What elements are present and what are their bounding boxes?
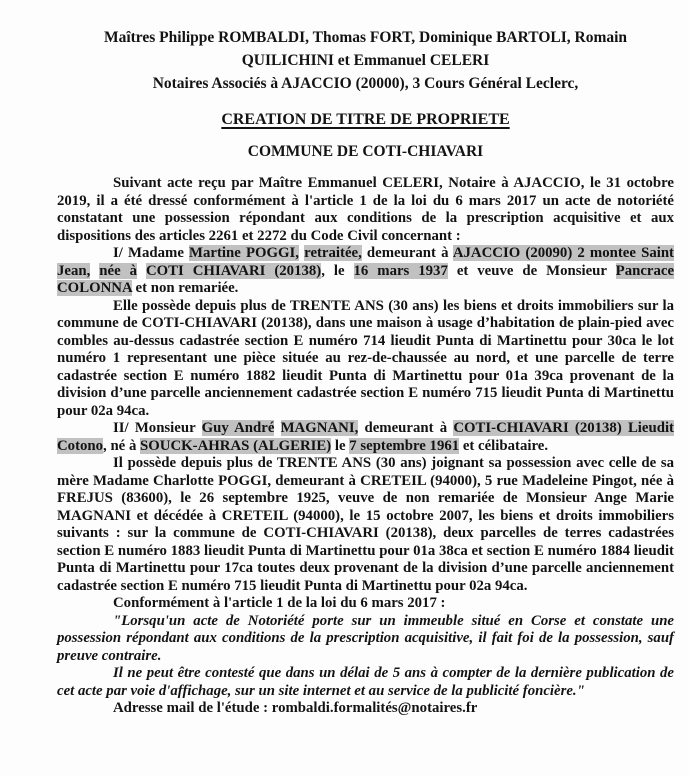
- text-segment: Il possède depuis plus de TRENTE ANS (30 ans) joignant sa possession avec celle de sa mère Madame Charlotte POGGI, demeurant à CRETEIL (94000), 5 rue Madeleine Pingot, née à FREJUS (83600), le 26 septembre 1925, veuve de non remariée de Monsieur Ange Marie MAGNANI et décédée à CRETEIL (94000), le 15 octobre 2007, les biens et droits immobiliers suivants : sur la commune de COTI-CHIAVARI (20138), deux parcelles de terres cadastrées section E numéro 1883 lieudit Punta di Martinettu pour 01a 38ca et section E numéro 1884 lieudit Punta di Martinettu pour 17ca toutes deux provenant de la division d’une parcelle anciennement cadastrée section E numéro 715 lieudit Punta di Martinettu pour 02a 94ca.: [57, 455, 674, 594]
- text-segment: , né à: [103, 437, 141, 454]
- commune-subtitle: COMMUNE DE COTI-CHIAVARI: [247, 143, 484, 160]
- redacted-highlight: Martine POGGI,: [189, 245, 299, 261]
- text-segment: [137, 263, 146, 279]
- notaries-names-line2: QUILICHINI et Emmanuel CELERI: [241, 52, 490, 69]
- conformity-paragraph: [57, 595, 674, 613]
- notaries-names-line1: Maîtres Philippe ROMBALDI, Thomas FORT, Dominique BARTOLI, Romain: [103, 29, 628, 46]
- person-1-paragraph: [57, 245, 674, 298]
- text-segment: [90, 263, 99, 279]
- document-body: [57, 175, 674, 718]
- text-segment: et veuve de Monsieur: [447, 262, 616, 279]
- text-segment: [274, 420, 280, 436]
- redacted-highlight: COTI CHIAVARI (20138): [145, 262, 322, 279]
- redacted-highlight: 7 septembre 1961: [349, 437, 460, 454]
- notaries-address: Notaires Associés à AJACCIO (20000), 3 Cours Général Leclerc,: [152, 75, 579, 92]
- redacted-highlight: née à: [99, 262, 137, 279]
- text-segment: et non remariée.: [131, 280, 239, 296]
- person-2-paragraph: [57, 420, 674, 455]
- redacted-highlight: AJACCIO (20090) 2 montee Saint Jean,: [57, 245, 674, 279]
- text-segment: Elle possède depuis plus de TRENTE ANS (30 ans) les biens et droits immobiliers sur la commune de COTI-CHIAVARI (20138), dans une maison à usage d’habitation de plain-pied avec combles au-dessus cadastrée section E numéro 714 lieudit Punta di Martinettu pour 30ca le lot numéro 1 representant une pièce située au rez-de-chaussée au nord, et une parcelle de terre cadastrée section E numéro 1882 lieudit Punta di Martinettu pour 01a 39ca provenant de la division d’une parcelle anciennement cadastrée section E numéro 715 lieudit Punta di Martinettu pour 02a 94ca.: [57, 297, 674, 419]
- redacted-highlight: SOUCK-AHRAS (ALGERIE): [140, 437, 332, 454]
- redacted-highlight: 16 mars 1937: [353, 262, 448, 279]
- text-segment: , le: [321, 262, 354, 279]
- redacted-highlight: Guy André: [201, 420, 275, 436]
- text-segment: Il ne peut être contesté que dans un délai de 5 ans à compter de la dernière publication de cet acte par voie d'affichage, sur un site internet et au service de la publicité foncière.": [57, 665, 674, 699]
- possession-2-paragraph: [57, 455, 674, 595]
- text-segment: Conformément à l'article 1 de la loi du 6 mars 2017 :: [113, 595, 446, 611]
- quote-paragraph-1: [57, 613, 674, 666]
- text-segment: Adresse mail de l'étude : rombaldi.formalités@notaires.fr: [113, 700, 478, 716]
- text-segment: Suivant acte reçu par Maître Emmanuel CELERI, Notaire à AJACCIO, le 31 octobre 2019, il a été dressé conformément à l'article 1 de la loi du 6 mars 2017 un acte de notoriété constatant une possession répondant aux conditions de la prescription acquisitive et aux dispositions des articles 2261 et 2272 du Code Civil concernant :: [57, 175, 674, 244]
- text-segment: I/ Madame: [113, 245, 190, 261]
- intro-paragraph: [57, 175, 674, 245]
- redacted-highlight: COTI-CHIAVARI (20138) Lieudit Cotono: [57, 420, 674, 454]
- text-segment: le: [331, 437, 350, 454]
- redacted-highlight: MAGNANI,: [280, 420, 359, 436]
- text-segment: demeurant à: [361, 245, 453, 261]
- notaries-header: [57, 26, 674, 95]
- document-title: CREATION DE TITRE DE PROPRIETE: [221, 111, 510, 128]
- redacted-highlight: Pancrace COLONNA: [57, 262, 675, 296]
- quote-paragraph-2: [57, 665, 674, 700]
- text-segment: II/ Monsieur: [113, 420, 202, 436]
- text-segment: demeurant à: [358, 420, 454, 436]
- email-paragraph: [57, 700, 674, 718]
- text-segment: et célibataire.: [459, 437, 549, 454]
- possession-1-paragraph: [57, 298, 674, 421]
- redacted-highlight: retraitée,: [304, 245, 362, 261]
- text-segment: "Lorsqu'un acte de Notoriété porte sur un immeuble situé en Corse et constate une possession répondant aux conditions de la prescription acquisitive, il fait foi de la possession, sauf preuve contraire.: [57, 612, 674, 664]
